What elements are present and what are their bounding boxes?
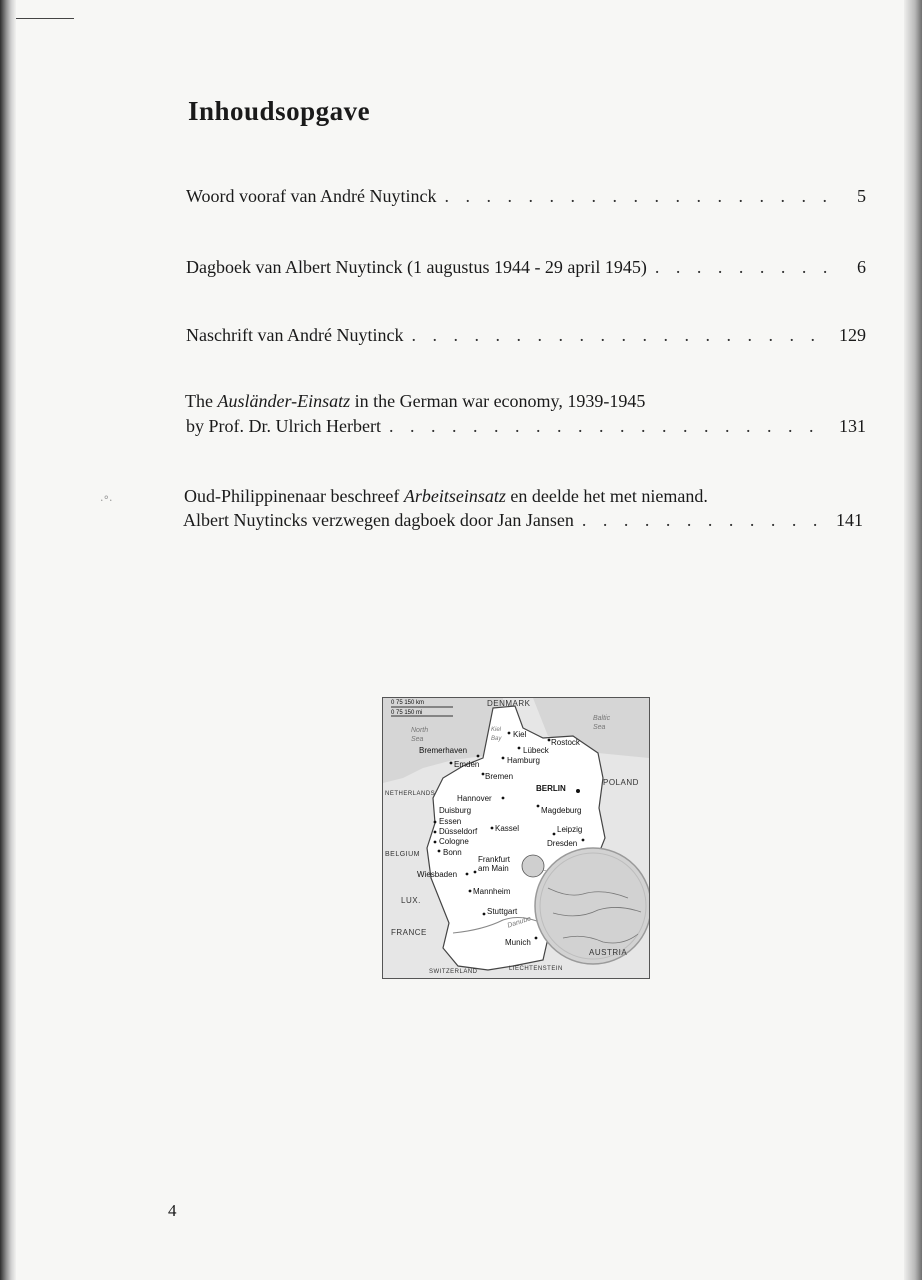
map-city-label: Kiel <box>513 730 527 739</box>
paper-speck: ·°· <box>100 494 113 507</box>
map-country-label: POLAND <box>603 778 639 787</box>
toc-entry-line1 <box>185 391 645 412</box>
map-city-label: Bremerhaven <box>419 746 468 755</box>
toc-entry-page: 131 <box>839 416 866 436</box>
map-river-label: Danube <box>506 915 533 930</box>
toc-entry-text: Naschrift van André Nuytinck <box>186 325 404 345</box>
map-sea-label: North Sea <box>411 727 429 743</box>
toc-entry-line1 <box>184 486 708 507</box>
toc-line1-post: en deelde het met niemand. <box>505 486 708 506</box>
map-scale-mi: 0 75 150 mi <box>391 710 423 716</box>
toc-entry-page: 141 <box>836 510 863 530</box>
toc-entry-page: 129 <box>839 325 866 345</box>
map-country-label: DENMARK <box>487 699 531 708</box>
toc-entry <box>183 510 863 531</box>
map-city-label: Lübeck <box>523 746 549 755</box>
toc-entry-text: Albert Nuytincks verzwegen dagboek door Jan Jansen <box>183 510 574 530</box>
map-city-label: Emden <box>454 760 480 769</box>
map-sea-label: Kiel Bay <box>491 727 502 742</box>
toc-entry <box>186 186 866 207</box>
map-country-label: AUSTRIA <box>589 948 628 957</box>
toc-entry-text: Woord vooraf van André Nuytinck <box>186 186 437 206</box>
map-country-label: BELGIUM <box>385 851 421 858</box>
map-city-label: Bremen <box>485 772 514 781</box>
page-edge-right <box>904 0 922 1280</box>
toc-leader <box>582 510 827 531</box>
toc-entry-page: 5 <box>857 186 866 206</box>
map-city-label: Hannover <box>457 794 492 803</box>
map-city-label: Leipzig <box>557 825 583 834</box>
toc-line1-italic: Arbeitseinsatz <box>403 486 506 506</box>
map-country-label: LIECHTENSTEIN <box>509 966 563 972</box>
map-city-label: Essen <box>439 817 462 826</box>
toc-line1-post: in the German war economy, 1939-1945 <box>350 391 646 411</box>
page-edge-left <box>0 0 16 1280</box>
toc-entry-page: 6 <box>857 257 866 277</box>
map-city-label: Kassel <box>495 824 520 833</box>
map-city-label: Mannheim <box>473 887 511 896</box>
map-sea-label: Baltic Sea <box>593 715 611 731</box>
toc-leader <box>655 257 830 278</box>
map-city-label: Dresden <box>547 839 578 848</box>
map-country-label: FRANCE <box>391 928 427 937</box>
toc-line1-italic: Ausländer-Einsatz <box>217 391 351 411</box>
toc-entry <box>186 325 866 346</box>
corner-rule <box>16 18 74 19</box>
map-scale-km: 0 75 150 km <box>391 700 425 706</box>
map-country-label: LUX. <box>401 896 421 905</box>
map-city-label: Frankfurt am Main <box>478 855 511 873</box>
map-city-label: Bonn <box>443 848 462 857</box>
map-capital-label: BERLIN <box>536 784 566 793</box>
toc-leader <box>411 325 830 346</box>
page-number: 4 <box>168 1201 177 1220</box>
toc-entry-text: by Prof. Dr. Ulrich Herbert <box>186 416 381 436</box>
map-city-label: Düsseldorf <box>439 827 478 836</box>
page-title: Inhoudsopgave <box>188 96 371 126</box>
map-city-label: Munich <box>505 938 531 947</box>
map-city-label: Rostock <box>551 738 580 747</box>
toc-line1-pre: Oud-Philippinenaar beschreef <box>184 486 404 506</box>
map-city-label: Cologne <box>439 837 469 846</box>
toc-line1-pre: The <box>185 391 218 411</box>
toc-entry <box>186 416 866 437</box>
map-city-label: Magdeburg <box>541 806 582 815</box>
map-city-label: Wiesbaden <box>417 870 458 879</box>
map-city-label: Stuttgart <box>487 907 518 916</box>
map-country-label: SWITZERLAND <box>429 969 478 975</box>
toc-leader <box>445 186 831 207</box>
toc-entry-text: Dagboek van Albert Nuytinck (1 augustus 1944 - 29 april 1945) <box>186 257 647 277</box>
map-city-label: Duisburg <box>439 806 472 815</box>
map-city-label: Hamburg <box>507 756 540 765</box>
toc-entry <box>186 257 866 278</box>
toc-leader <box>389 416 830 437</box>
germany-map <box>382 697 650 979</box>
map-country-label: NETHERLANDS <box>385 791 436 797</box>
